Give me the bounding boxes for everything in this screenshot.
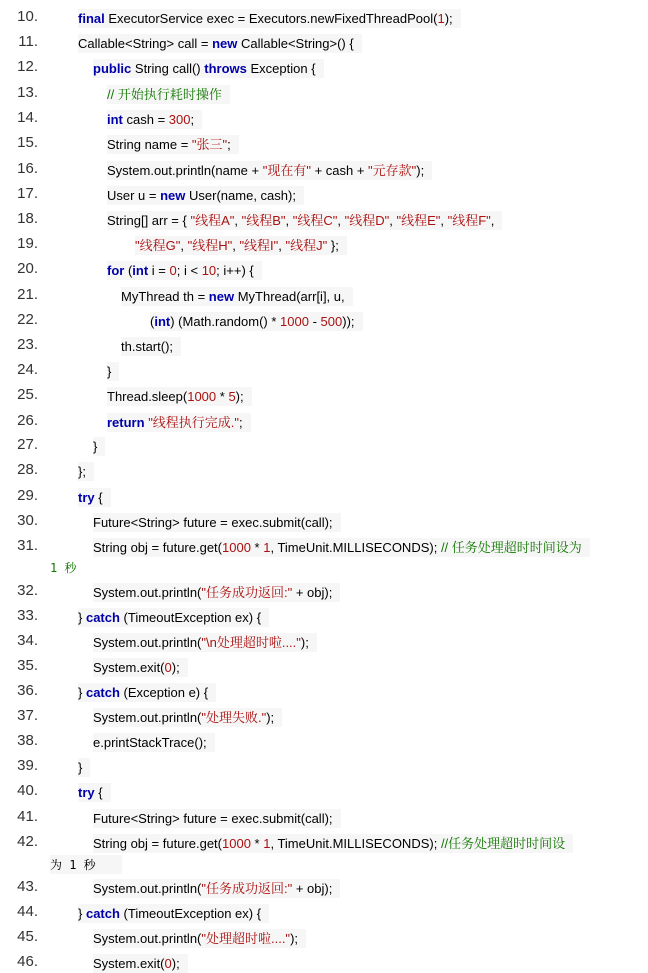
code-token: , — [440, 213, 448, 228]
code-token: Future<String> future = exec.submit(call); — [93, 515, 333, 530]
code-token: catch — [85, 610, 120, 625]
line-number: 27. — [17, 436, 38, 453]
code-line — [0, 361, 648, 381]
code-line — [0, 109, 648, 129]
code-token: Callable<String>() { — [237, 36, 354, 51]
code-token: 0 — [164, 660, 172, 675]
code-token: String call() — [131, 61, 205, 76]
code-text — [93, 59, 324, 78]
code-token: System.exit( — [93, 956, 165, 971]
code-token: ( — [150, 314, 155, 329]
code-token: 1000 — [222, 836, 251, 851]
code-token: } — [107, 364, 112, 379]
code-token: ); — [290, 931, 299, 946]
line-number: 43. — [17, 878, 38, 895]
code-token: Exception { — [246, 61, 316, 76]
line-number: 22. — [17, 311, 38, 328]
code-text — [107, 261, 262, 280]
code-token: 1 — [263, 540, 271, 555]
code-token: ) (Math.random() * — [170, 314, 281, 329]
wrapped-comment: 1 秒 — [50, 561, 77, 575]
code-token: catch — [85, 906, 120, 921]
code-token: "线程执行完成." — [148, 415, 240, 430]
line-number: 24. — [17, 361, 38, 378]
code-token: User u = — [107, 188, 161, 203]
code-token: String obj = future.get( — [93, 836, 222, 851]
code-token: 1000 — [187, 389, 217, 404]
code-line — [0, 607, 648, 627]
code-token: + obj); — [292, 881, 333, 896]
code-text — [150, 312, 363, 331]
code-text — [107, 161, 432, 180]
line-number: 16. — [17, 160, 38, 177]
line-number: 45. — [17, 928, 38, 945]
code-text — [93, 538, 590, 557]
code-text — [107, 387, 252, 406]
code-text — [135, 236, 347, 255]
code-token: public — [93, 61, 132, 76]
code-line — [0, 582, 648, 602]
code-line — [0, 487, 648, 507]
line-number: 18. — [17, 210, 38, 227]
code-token: , — [180, 238, 188, 253]
code-line — [0, 134, 648, 154]
code-token: "线程G" — [135, 238, 181, 253]
code-text — [107, 110, 202, 129]
code-token: ExecutorService exec = Executors.newFixedThreadPool( — [104, 11, 438, 26]
code-token: } — [78, 906, 86, 921]
code-token: System.out.println( — [93, 710, 202, 725]
code-line — [0, 8, 648, 28]
code-token: + cash + — [310, 163, 369, 178]
line-number: 33. — [17, 607, 38, 624]
code-text — [107, 211, 502, 230]
code-text — [93, 879, 340, 898]
code-token: MyThread(arr[i], u, — [234, 289, 345, 304]
code-text — [107, 186, 304, 205]
code-line — [0, 185, 648, 205]
line-number: 21. — [17, 286, 38, 303]
code-token: "线程D" — [344, 213, 390, 228]
code-token: cash = — [122, 112, 169, 127]
code-line — [0, 953, 648, 973]
code-token: 1 — [437, 11, 445, 26]
code-text — [78, 758, 90, 777]
code-token: System.out.println( — [93, 635, 202, 650]
code-line — [0, 878, 648, 898]
code-token: { — [94, 490, 103, 505]
code-token: , — [389, 213, 397, 228]
code-text — [93, 633, 317, 652]
code-token: } — [78, 610, 86, 625]
code-text — [93, 733, 215, 752]
code-line — [0, 808, 648, 828]
code-text — [121, 287, 353, 306]
code-text — [93, 834, 573, 853]
code-token: "线程I" — [239, 238, 279, 253]
code-token: Future<String> future = exec.submit(call); — [93, 811, 333, 826]
code-token: int — [107, 112, 123, 127]
code-line — [0, 461, 648, 481]
code-text — [93, 583, 340, 602]
line-number: 12. — [17, 58, 38, 75]
code-text — [78, 608, 269, 627]
code-token: , TimeUnit.MILLISECONDS); — [270, 540, 441, 555]
code-line — [0, 833, 648, 872]
code-text — [93, 437, 105, 456]
code-token: "现在有" — [262, 163, 311, 178]
code-token: Thread.sleep( — [107, 389, 188, 404]
code-token: * — [250, 836, 264, 851]
code-token: , — [234, 213, 242, 228]
code-token: String[] arr = { — [107, 213, 191, 228]
line-number: 37. — [17, 707, 38, 724]
line-number: 32. — [17, 582, 38, 599]
code-token: catch — [85, 685, 120, 700]
code-line — [0, 235, 648, 255]
code-text — [121, 337, 181, 356]
line-number: 28. — [17, 461, 38, 478]
code-token: * — [250, 540, 264, 555]
code-token: , — [490, 213, 495, 228]
wrapped-comment: 为 1 秒 — [50, 855, 122, 874]
code-text — [78, 488, 111, 507]
code-token: "线程A" — [190, 213, 235, 228]
code-token: int — [132, 263, 149, 278]
code-token: "任务成功返回:" — [201, 881, 293, 896]
line-number: 10. — [17, 8, 38, 25]
code-text — [93, 929, 306, 948]
code-token: User(name, cash); — [185, 188, 296, 203]
code-token: for — [107, 263, 125, 278]
code-token: 1 — [263, 836, 271, 851]
code-line — [0, 33, 648, 53]
code-line — [0, 412, 648, 432]
code-token: (TimeoutException ex) { — [119, 906, 262, 921]
code-token: "张三" — [191, 137, 228, 152]
code-token: //任务处理超时时间设 — [440, 836, 566, 851]
code-text — [93, 954, 188, 973]
line-number: 41. — [17, 808, 38, 825]
code-line — [0, 160, 648, 180]
code-line — [0, 260, 648, 280]
line-number: 15. — [17, 134, 38, 151]
code-token: throws — [204, 61, 247, 76]
code-token: } — [78, 760, 83, 775]
line-number: 39. — [17, 757, 38, 774]
code-line — [0, 311, 648, 331]
code-line — [0, 657, 648, 677]
line-number: 19. — [17, 235, 38, 252]
code-token: * — [216, 389, 229, 404]
code-token: , — [337, 213, 345, 228]
code-line — [0, 928, 648, 948]
code-text — [93, 708, 282, 727]
line-number: 46. — [17, 953, 38, 970]
code-token: { — [94, 785, 103, 800]
code-token: System.exit( — [93, 660, 165, 675]
code-text — [107, 135, 239, 154]
line-number: 35. — [17, 657, 38, 674]
code-token: }; — [327, 238, 339, 253]
code-token: 1000 — [280, 314, 309, 329]
code-line — [0, 84, 648, 104]
code-token: 5 — [228, 389, 236, 404]
code-token: 500 — [320, 314, 343, 329]
code-token: MyThread th = — [121, 289, 209, 304]
code-text — [78, 683, 216, 702]
line-number: 34. — [17, 632, 38, 649]
code-token: System.out.println( — [93, 881, 202, 896]
code-line — [0, 436, 648, 456]
code-token: 1000 — [222, 540, 251, 555]
line-number: 30. — [17, 512, 38, 529]
code-line — [0, 682, 648, 702]
code-token: ); — [300, 635, 309, 650]
line-number: 31. — [17, 537, 38, 554]
code-token: System.out.println( — [93, 585, 202, 600]
code-token: ( — [124, 263, 133, 278]
code-token: try — [78, 490, 95, 505]
code-token: "线程F" — [447, 213, 491, 228]
code-token: )); — [342, 314, 355, 329]
line-number: 23. — [17, 336, 38, 353]
line-number: 17. — [17, 185, 38, 202]
line-number: 40. — [17, 782, 38, 799]
code-token: ); — [171, 956, 180, 971]
code-token: "处理失败." — [201, 710, 267, 725]
code-token: (Exception e) { — [119, 685, 209, 700]
code-token: new — [212, 36, 238, 51]
code-token: return — [107, 415, 145, 430]
code-token: new — [160, 188, 186, 203]
code-token: int — [154, 314, 171, 329]
code-token: "线程C" — [292, 213, 338, 228]
code-token: ; i < — [176, 263, 202, 278]
code-text — [78, 783, 111, 802]
code-token: final — [78, 11, 105, 26]
code-token: , TimeUnit.MILLISECONDS); — [270, 836, 441, 851]
code-token: - — [308, 314, 321, 329]
code-token: ); — [235, 389, 244, 404]
code-token: "线程H" — [187, 238, 233, 253]
code-token: ); — [171, 660, 180, 675]
code-token: e.printStackTrace(); — [93, 735, 207, 750]
code-token: Callable<String> call = — [78, 36, 213, 51]
code-token: new — [208, 289, 235, 304]
line-number: 42. — [17, 833, 38, 850]
code-token: System.out.println( — [93, 931, 202, 946]
code-token: i = — [148, 263, 170, 278]
code-line — [0, 512, 648, 532]
code-line — [0, 386, 648, 406]
code-token: ; — [190, 112, 195, 127]
code-line — [0, 782, 648, 802]
code-text — [78, 9, 461, 28]
code-token: 0 — [169, 263, 177, 278]
code-token: String obj = future.get( — [93, 540, 222, 555]
code-token: "元存款" — [368, 163, 417, 178]
code-line — [0, 732, 648, 752]
code-token: "线程B" — [241, 213, 286, 228]
code-text — [107, 413, 251, 432]
code-token: // 任务处理超时时间设为 — [440, 540, 582, 555]
code-line — [0, 632, 648, 652]
code-token: ; — [227, 137, 231, 152]
line-number: 38. — [17, 732, 38, 749]
code-token: "\n处理超时啦...." — [201, 635, 301, 650]
code-line — [0, 707, 648, 727]
code-line — [0, 336, 648, 356]
code-token: ; — [239, 415, 243, 430]
code-token: ; i++) { — [216, 263, 254, 278]
line-number: 36. — [17, 682, 38, 699]
line-number: 25. — [17, 386, 38, 403]
code-text — [107, 85, 230, 104]
code-token: 0 — [164, 956, 172, 971]
line-number: 13. — [17, 84, 38, 101]
code-line — [0, 210, 648, 230]
code-text — [78, 904, 269, 923]
code-line — [0, 286, 648, 306]
code-token: } — [78, 685, 86, 700]
line-number: 11. — [18, 33, 38, 50]
code-text — [78, 34, 362, 53]
code-text — [107, 362, 119, 381]
line-number: 26. — [17, 412, 38, 429]
code-token: "线程E" — [396, 213, 441, 228]
code-token: , — [278, 238, 286, 253]
code-token: ); — [416, 163, 425, 178]
code-line — [0, 58, 648, 78]
code-token: }; — [78, 464, 86, 479]
code-text — [93, 513, 341, 532]
code-token: try — [78, 785, 95, 800]
line-number: 44. — [17, 903, 38, 920]
code-line — [0, 903, 648, 923]
code-token: } — [93, 439, 98, 454]
code-token: "任务成功返回:" — [201, 585, 293, 600]
line-number: 20. — [17, 260, 38, 277]
code-token: 300 — [168, 112, 191, 127]
code-line — [0, 757, 648, 777]
code-line — [0, 537, 648, 575]
code-token: String name = — [107, 137, 192, 152]
code-token: System.out.println(name + — [107, 163, 263, 178]
code-token: (TimeoutException ex) { — [119, 610, 262, 625]
code-token: + obj); — [292, 585, 333, 600]
code-token: "线程J" — [285, 238, 328, 253]
code-token: ); — [266, 710, 275, 725]
code-token: , — [285, 213, 293, 228]
code-token: th.start(); — [121, 339, 174, 354]
code-token: "处理超时啦...." — [201, 931, 291, 946]
code-text — [78, 462, 94, 481]
code-token: // 开始执行耗时操作 — [107, 87, 222, 102]
code-token: , — [232, 238, 240, 253]
code-token: 10 — [201, 263, 217, 278]
line-number: 14. — [17, 109, 38, 126]
line-number: 29. — [17, 487, 38, 504]
code-token: ); — [444, 11, 453, 26]
code-text — [93, 809, 341, 828]
code-text — [93, 658, 188, 677]
